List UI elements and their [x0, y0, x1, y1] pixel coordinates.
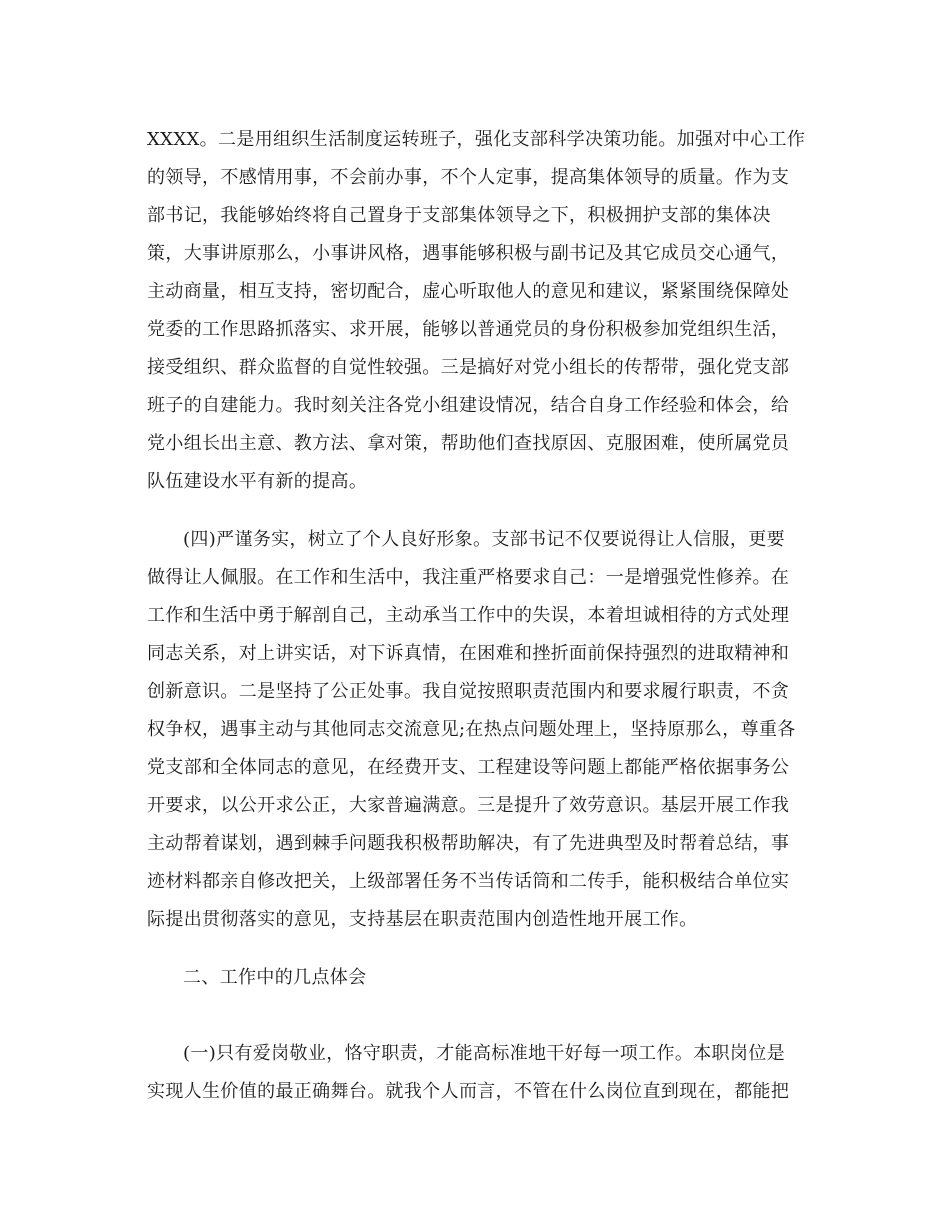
- paragraph-1-line-7: 接受组织、群众监督的自觉性较强。三是搞好对党小组长的传帮带，强化党支部: [147, 357, 790, 378]
- paragraph-2-line-5: 创新意识。二是坚持了公正处事。我自觉按照职责范围内和要求履行职责，不贪: [147, 681, 790, 702]
- paragraph-2-line-1: (四)严谨务实，树立了个人良好形象。支部书记不仅要说得让人信服，更要: [183, 529, 785, 550]
- paragraph-2-line-7: 党支部和全体同志的意见，在经费开支、工程建设等问题上都能严格依据事务公: [147, 757, 790, 778]
- paragraph-2-line-6: 权争权，遇事主动与其他同志交流意见;在热点问题处理上，坚持原那么，尊重各: [147, 719, 796, 740]
- paragraph-1-line-8: 班子的自建能力。我时刻关注各党小组建设情况，结合自身工作经验和体会，给: [147, 395, 790, 416]
- paragraph-1-line-5: 主动商量，相互支持，密切配合，虚心听取他人的意见和建议，紧紧围绕保障处: [147, 281, 790, 302]
- section-heading: 二、工作中的几点体会: [183, 967, 367, 988]
- paragraph-1-line-1: XXXX。二是用组织生活制度运转班子，强化支部科学决策功能。加强对中心工作: [147, 129, 806, 150]
- paragraph-2-line-8: 开要求，以公开求公正，大家普遍满意。三是提升了效劳意识。基层开展工作我: [147, 795, 790, 816]
- paragraph-2-line-3: 工作和生活中勇于解剖自己，主动承当工作中的失误，本着坦诚相待的方式处理: [147, 605, 790, 626]
- paragraph-2-line-11: 际提出贯彻落实的意见，支持基层在职责范围内创造性地开展工作。: [147, 909, 698, 930]
- paragraph-1-line-2: 的领导，不感情用事，不会前办事，不个人定事，提高集体领导的质量。作为支: [147, 167, 790, 188]
- paragraph-2-line-10: 迹材料都亲自修改把关，上级部署任务不当传话筒和二传手，能积极结合单位实: [147, 871, 790, 892]
- paragraph-2-line-4: 同志关系，对上讲实话，对下诉真情，在困难和挫折面前保持强烈的进取精神和: [147, 643, 790, 664]
- paragraph-1-line-3: 部书记，我能够始终将自己置身于支部集体领导之下，积极拥护支部的集体决: [147, 205, 771, 226]
- paragraph-1-line-4: 策，大事讲原那么，小事讲风格，遇事能够积极与副书记及其它成员交心通气，: [147, 243, 790, 264]
- paragraph-3-line-2: 实现人生价值的最正确舞台。就我个人而言，不管在什么岗位直到现在，都能把: [147, 1081, 790, 1102]
- paragraph-3-line-1: (一)只有爱岗敬业，恪守职责，才能高标准地干好每一项工作。本职岗位是: [183, 1043, 785, 1064]
- paragraph-1-line-10: 队伍建设水平有新的提高。: [147, 471, 368, 492]
- paragraph-1-line-9: 党小组长出主意、教方法、拿对策，帮助他们查找原因、克服困难，使所属党员: [147, 433, 790, 454]
- paragraph-1-line-6: 党委的工作思路抓落实、求开展，能够以普通党员的身份积极参加党组织生活，: [147, 319, 790, 340]
- paragraph-2-line-9: 主动帮着谋划，遇到棘手问题我积极帮助解决，有了先进典型及时帮着总结，事: [147, 833, 790, 854]
- paragraph-2-line-2: 做得让人佩服。在工作和生活中，我注重严格要求自己：一是增强党性修养。在: [147, 567, 790, 588]
